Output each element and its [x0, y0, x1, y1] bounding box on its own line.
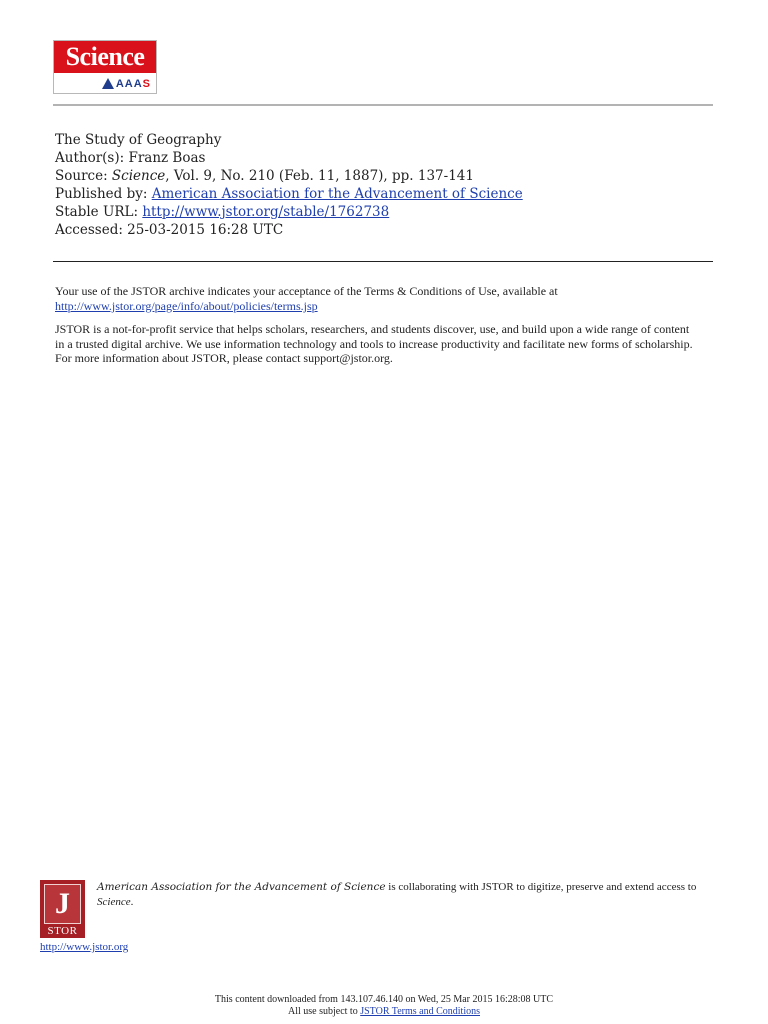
metadata-divider — [53, 261, 713, 262]
collab-journal: Science — [97, 896, 131, 908]
aaas-triangle-icon — [102, 78, 114, 89]
science-aaas-logo — [53, 40, 157, 94]
article-metadata — [55, 131, 523, 239]
download-info: This content downloaded from 143.107.46.140 on Wed, 25 Mar 2015 16:28:08 UTC — [214, 994, 554, 1005]
stable-url-line: Stable URL: http://www.jstor.org/stable/1762738 — [55, 204, 390, 220]
jstor-logo — [40, 880, 85, 938]
article-title: The Study of Geography — [55, 132, 222, 148]
terms-section — [55, 284, 735, 375]
stable-url-link[interactable]: http://www.jstor.org/stable/1762738 — [142, 204, 390, 220]
jstor-home-link[interactable]: http://www.jstor.org — [40, 941, 129, 953]
about-jstor-paragraph: JSTOR is a not-for-profit service that helps scholars, researchers, and students discover, use, and build upon a wide range of content in a trusted digital archive. We use information technology and tools to increase productivity and facilitate new forms of scholarship. For more information about JSTOR, please contact support@jstor.org. — [55, 322, 693, 366]
author-name: Franz Boas — [128, 150, 206, 166]
author-line: Author(s): Franz Boas — [55, 150, 206, 166]
publisher-line: Published by: American Association for the Advancement of Science — [55, 186, 523, 202]
top-divider — [53, 104, 713, 106]
download-footer — [0, 994, 768, 1018]
jstor-j-glyph: J — [55, 887, 70, 920]
aaas-letters: AAA — [115, 77, 143, 90]
collaboration-notice: American Association for the Advancement of Science is collaborating with JSTOR to digitize, preserve and extend access to Science. — [97, 881, 697, 908]
jstor-logo-frame — [44, 884, 81, 924]
collab-publisher: American Association for the Advancement of Science — [97, 881, 386, 893]
aaas-letter-s: S — [142, 77, 151, 90]
source-journal: Science — [111, 168, 166, 184]
terms-paragraph: Your use of the JSTOR archive indicates your acceptance of the Terms & Conditions of Use, available at http://www.jstor.org/page/info/about/policies/terms.jsp — [55, 284, 558, 313]
publisher-link[interactable]: American Association for the Advancement of Science — [151, 186, 523, 202]
terms-link[interactable]: http://www.jstor.org/page/info/about/policies/terms.jsp — [55, 298, 318, 313]
terms-conditions-link[interactable]: JSTOR Terms and Conditions — [360, 1006, 480, 1017]
jstor-wordmark: STOR — [47, 925, 78, 937]
accessed-line: Accessed: 25-03-2015 16:28 UTC — [55, 222, 284, 238]
aaas-mark — [102, 76, 151, 91]
science-wordmark: Science — [54, 41, 156, 73]
source-details: , Vol. 9, No. 210 (Feb. 11, 1887), pp. 137-141 — [165, 168, 474, 184]
source-line: Source: Science, Vol. 9, No. 210 (Feb. 11, 1887), pp. 137-141 — [55, 168, 474, 184]
terms-footer-line: All use subject to JSTOR Terms and Conditions — [288, 1006, 480, 1017]
